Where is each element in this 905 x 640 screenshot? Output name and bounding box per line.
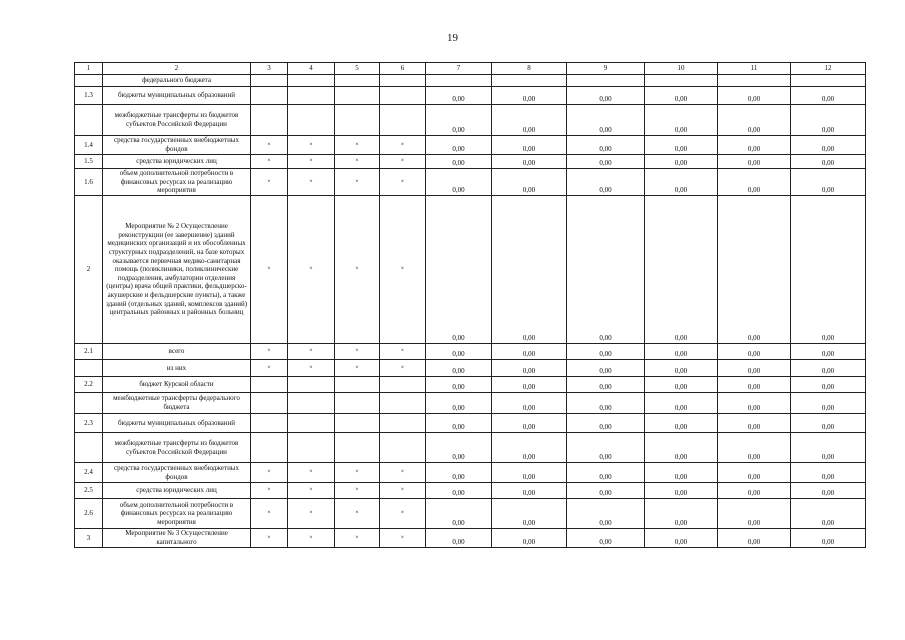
not-applicable-mark: ×: [335, 499, 380, 529]
row-number: 1.3: [75, 87, 103, 105]
row-description: бюджет Курской области: [103, 377, 251, 393]
amount-cell: 0,00: [492, 414, 567, 433]
amount-cell: 0,00: [791, 360, 866, 377]
amount-cell: 0,00: [718, 393, 791, 414]
row-description: из них: [103, 360, 251, 377]
not-applicable-mark: ×: [251, 169, 288, 196]
amount-cell: 0,00: [567, 87, 645, 105]
not-applicable-mark: ×: [288, 499, 335, 529]
not-applicable-mark: ×: [335, 136, 380, 155]
amount-cell: 0,00: [718, 529, 791, 548]
row-description: межбюджетные трансферты из бюджетов субъектов Российской Федерации: [103, 433, 251, 463]
not-applicable-mark: [335, 393, 380, 414]
amount-cell: 0,00: [791, 169, 866, 196]
row-number: 2.3: [75, 414, 103, 433]
amount-cell: 0,00: [426, 136, 492, 155]
row-number: [75, 393, 103, 414]
table-row: [75, 433, 866, 463]
amount-cell: 0,00: [426, 196, 492, 344]
not-applicable-mark: [251, 433, 288, 463]
not-applicable-mark: ×: [380, 360, 426, 377]
amount-cell: 0,00: [426, 529, 492, 548]
column-header: 5: [335, 63, 380, 75]
amount-cell: 0,00: [492, 360, 567, 377]
amount-cell: 0,00: [718, 155, 791, 169]
amount-cell: 0,00: [791, 196, 866, 344]
amount-cell: 0,00: [718, 463, 791, 483]
not-applicable-mark: ×: [251, 136, 288, 155]
not-applicable-mark: ×: [335, 483, 380, 499]
column-header: 4: [288, 63, 335, 75]
amount-cell: 0,00: [791, 393, 866, 414]
amount-cell: 0,00: [645, 393, 718, 414]
not-applicable-mark: [335, 105, 380, 136]
column-header: 9: [567, 63, 645, 75]
amount-cell: [426, 75, 492, 87]
not-applicable-mark: [335, 87, 380, 105]
table-row: [75, 463, 866, 483]
amount-cell: 0,00: [567, 393, 645, 414]
table-row: [75, 105, 866, 136]
amount-cell: 0,00: [718, 105, 791, 136]
not-applicable-mark: [335, 433, 380, 463]
amount-cell: 0,00: [567, 105, 645, 136]
not-applicable-mark: ×: [380, 483, 426, 499]
not-applicable-mark: ×: [251, 483, 288, 499]
amount-cell: 0,00: [645, 196, 718, 344]
column-header: 12: [791, 63, 866, 75]
not-applicable-mark: ×: [288, 155, 335, 169]
row-number: [75, 75, 103, 87]
not-applicable-mark: [335, 377, 380, 393]
amount-cell: 0,00: [567, 414, 645, 433]
amount-cell: 0,00: [426, 105, 492, 136]
not-applicable-mark: [288, 75, 335, 87]
not-applicable-mark: ×: [288, 529, 335, 548]
amount-cell: [645, 75, 718, 87]
not-applicable-mark: [288, 377, 335, 393]
not-applicable-mark: [288, 393, 335, 414]
not-applicable-mark: [251, 75, 288, 87]
amount-cell: 0,00: [492, 344, 567, 360]
not-applicable-mark: ×: [251, 529, 288, 548]
amount-cell: 0,00: [718, 499, 791, 529]
row-number: 2.5: [75, 483, 103, 499]
not-applicable-mark: ×: [335, 169, 380, 196]
amount-cell: 0,00: [718, 414, 791, 433]
amount-cell: 0,00: [645, 360, 718, 377]
not-applicable-mark: ×: [380, 463, 426, 483]
not-applicable-mark: ×: [251, 196, 288, 344]
amount-cell: 0,00: [567, 463, 645, 483]
amount-cell: [567, 75, 645, 87]
amount-cell: 0,00: [426, 499, 492, 529]
amount-cell: 0,00: [718, 344, 791, 360]
not-applicable-mark: [288, 105, 335, 136]
page-number: 19: [447, 32, 458, 44]
amount-cell: 0,00: [492, 529, 567, 548]
amount-cell: 0,00: [645, 414, 718, 433]
row-description: объем дополнительной потребности в финансовых ресурсах на реализацию мероприятия: [103, 169, 251, 196]
row-description: средства государственных внебюджетных фондов: [103, 136, 251, 155]
column-header: 8: [492, 63, 567, 75]
not-applicable-mark: [380, 433, 426, 463]
not-applicable-mark: [251, 393, 288, 414]
amount-cell: 0,00: [426, 414, 492, 433]
amount-cell: 0,00: [567, 155, 645, 169]
column-header: 11: [718, 63, 791, 75]
not-applicable-mark: ×: [288, 463, 335, 483]
not-applicable-mark: [380, 87, 426, 105]
not-applicable-mark: [335, 414, 380, 433]
amount-cell: 0,00: [567, 433, 645, 463]
amount-cell: 0,00: [645, 344, 718, 360]
table-row: [75, 483, 866, 499]
table-row: [75, 344, 866, 360]
amount-cell: 0,00: [426, 377, 492, 393]
not-applicable-mark: [380, 105, 426, 136]
not-applicable-mark: [288, 87, 335, 105]
amount-cell: 0,00: [791, 414, 866, 433]
row-number: [75, 360, 103, 377]
not-applicable-mark: [380, 75, 426, 87]
amount-cell: 0,00: [567, 136, 645, 155]
not-applicable-mark: [251, 377, 288, 393]
row-number: 1.5: [75, 155, 103, 169]
amount-cell: 0,00: [645, 377, 718, 393]
amount-cell: 0,00: [645, 433, 718, 463]
not-applicable-mark: [251, 87, 288, 105]
row-description: Мероприятие № 3 Осуществление капитального: [103, 529, 251, 548]
amount-cell: 0,00: [718, 136, 791, 155]
amount-cell: [791, 75, 866, 87]
table-row: [75, 499, 866, 529]
not-applicable-mark: ×: [335, 196, 380, 344]
table-row: [75, 75, 866, 87]
row-number: [75, 433, 103, 463]
not-applicable-mark: ×: [251, 344, 288, 360]
amount-cell: 0,00: [567, 499, 645, 529]
column-header: 7: [426, 63, 492, 75]
amount-cell: 0,00: [492, 377, 567, 393]
amount-cell: 0,00: [791, 87, 866, 105]
amount-cell: 0,00: [567, 483, 645, 499]
amount-cell: 0,00: [791, 499, 866, 529]
not-applicable-mark: ×: [288, 483, 335, 499]
not-applicable-mark: [288, 433, 335, 463]
not-applicable-mark: ×: [251, 463, 288, 483]
amount-cell: 0,00: [492, 393, 567, 414]
amount-cell: 0,00: [426, 433, 492, 463]
column-header: 6: [380, 63, 426, 75]
amount-cell: 0,00: [718, 377, 791, 393]
not-applicable-mark: [380, 393, 426, 414]
row-number: 2.6: [75, 499, 103, 529]
not-applicable-mark: ×: [380, 529, 426, 548]
not-applicable-mark: ×: [380, 136, 426, 155]
not-applicable-mark: ×: [251, 360, 288, 377]
table-row: [75, 87, 866, 105]
amount-cell: 0,00: [426, 393, 492, 414]
table-row: [75, 529, 866, 548]
amount-cell: 0,00: [426, 360, 492, 377]
amount-cell: 0,00: [426, 344, 492, 360]
not-applicable-mark: ×: [251, 155, 288, 169]
amount-cell: 0,00: [645, 136, 718, 155]
column-header: 10: [645, 63, 718, 75]
row-description: федерального бюджета: [103, 75, 251, 87]
amount-cell: 0,00: [567, 169, 645, 196]
amount-cell: 0,00: [567, 344, 645, 360]
column-header: 2: [103, 63, 251, 75]
amount-cell: 0,00: [492, 499, 567, 529]
not-applicable-mark: ×: [335, 529, 380, 548]
amount-cell: 0,00: [645, 483, 718, 499]
not-applicable-mark: [380, 414, 426, 433]
not-applicable-mark: ×: [288, 169, 335, 196]
not-applicable-mark: ×: [380, 499, 426, 529]
row-number: 1.4: [75, 136, 103, 155]
row-description: средства юридических лиц: [103, 483, 251, 499]
amount-cell: 0,00: [426, 169, 492, 196]
column-header-row: [75, 63, 866, 75]
column-header: 3: [251, 63, 288, 75]
table-row: [75, 155, 866, 169]
not-applicable-mark: ×: [380, 169, 426, 196]
not-applicable-mark: ×: [380, 155, 426, 169]
amount-cell: 0,00: [718, 433, 791, 463]
amount-cell: 0,00: [492, 87, 567, 105]
row-description: средства государственных внебюджетных фондов: [103, 463, 251, 483]
amount-cell: 0,00: [492, 463, 567, 483]
amount-cell: 0,00: [492, 105, 567, 136]
amount-cell: 0,00: [791, 463, 866, 483]
amount-cell: 0,00: [645, 463, 718, 483]
row-description: средства юридических лиц: [103, 155, 251, 169]
amount-cell: 0,00: [645, 155, 718, 169]
amount-cell: 0,00: [492, 196, 567, 344]
column-header: 1: [75, 63, 103, 75]
row-number: 2: [75, 196, 103, 344]
table-row: [75, 377, 866, 393]
amount-cell: 0,00: [791, 105, 866, 136]
amount-cell: 0,00: [645, 169, 718, 196]
not-applicable-mark: ×: [380, 344, 426, 360]
amount-cell: 0,00: [492, 169, 567, 196]
not-applicable-mark: ×: [288, 136, 335, 155]
amount-cell: 0,00: [492, 136, 567, 155]
amount-cell: 0,00: [791, 136, 866, 155]
table-row: [75, 393, 866, 414]
row-description: бюджеты муниципальных образований: [103, 414, 251, 433]
amount-cell: 0,00: [645, 105, 718, 136]
row-description: всего: [103, 344, 251, 360]
not-applicable-mark: ×: [288, 360, 335, 377]
amount-cell: 0,00: [426, 155, 492, 169]
not-applicable-mark: [288, 414, 335, 433]
row-description: межбюджетные трансферты из бюджетов субъектов Российской Федерации: [103, 105, 251, 136]
not-applicable-mark: ×: [288, 196, 335, 344]
amount-cell: 0,00: [426, 483, 492, 499]
amount-cell: 0,00: [492, 433, 567, 463]
amount-cell: 0,00: [645, 87, 718, 105]
amount-cell: 0,00: [791, 155, 866, 169]
amount-cell: 0,00: [426, 87, 492, 105]
row-description: Мероприятие № 2 Осуществление реконструкции (ее завершение) зданий медицинских организаций и их обособленных структурных подразделений, на базе которых оказывается первичная медико-санитарная помощь (поликлиники, поликлинические подразделения, амбулатории отделения (центры) врача общей практики, фельдшерско- акушерские и фельдшерские пункты), а также зданий (отдельных зданий, комплексов зданий) центральных районных и районных больниц: [103, 196, 251, 344]
row-number: 3: [75, 529, 103, 548]
table-row: [75, 360, 866, 377]
amount-cell: [492, 75, 567, 87]
not-applicable-mark: [251, 414, 288, 433]
amount-cell: 0,00: [718, 483, 791, 499]
row-description: бюджеты муниципальных образований: [103, 87, 251, 105]
row-number: 2.1: [75, 344, 103, 360]
table-row: [75, 136, 866, 155]
amount-cell: 0,00: [791, 529, 866, 548]
row-description: объем дополнительной потребности в финансовых ресурсах на реализацию мероприятия: [103, 499, 251, 529]
amount-cell: 0,00: [718, 196, 791, 344]
not-applicable-mark: ×: [335, 155, 380, 169]
row-number: [75, 105, 103, 136]
amount-cell: 0,00: [567, 377, 645, 393]
row-number: 2.2: [75, 377, 103, 393]
amount-cell: 0,00: [791, 483, 866, 499]
budget-table: [74, 62, 866, 548]
not-applicable-mark: [380, 377, 426, 393]
table-row: [75, 414, 866, 433]
amount-cell: 0,00: [718, 87, 791, 105]
amount-cell: 0,00: [791, 377, 866, 393]
amount-cell: 0,00: [567, 360, 645, 377]
amount-cell: 0,00: [492, 155, 567, 169]
row-number: 2.4: [75, 463, 103, 483]
not-applicable-mark: ×: [335, 360, 380, 377]
amount-cell: 0,00: [718, 360, 791, 377]
row-description: межбюджетные трансферты федерального бюджета: [103, 393, 251, 414]
not-applicable-mark: ×: [251, 499, 288, 529]
table-row: [75, 169, 866, 196]
amount-cell: 0,00: [791, 344, 866, 360]
amount-cell: 0,00: [645, 499, 718, 529]
not-applicable-mark: ×: [288, 344, 335, 360]
not-applicable-mark: ×: [335, 463, 380, 483]
not-applicable-mark: ×: [380, 196, 426, 344]
amount-cell: 0,00: [645, 529, 718, 548]
not-applicable-mark: [251, 105, 288, 136]
not-applicable-mark: ×: [335, 344, 380, 360]
amount-cell: 0,00: [791, 433, 866, 463]
amount-cell: 0,00: [718, 169, 791, 196]
amount-cell: [718, 75, 791, 87]
amount-cell: 0,00: [567, 529, 645, 548]
not-applicable-mark: [335, 75, 380, 87]
amount-cell: 0,00: [492, 483, 567, 499]
amount-cell: 0,00: [567, 196, 645, 344]
row-number: 1.6: [75, 169, 103, 196]
table-row: [75, 196, 866, 344]
amount-cell: 0,00: [426, 463, 492, 483]
